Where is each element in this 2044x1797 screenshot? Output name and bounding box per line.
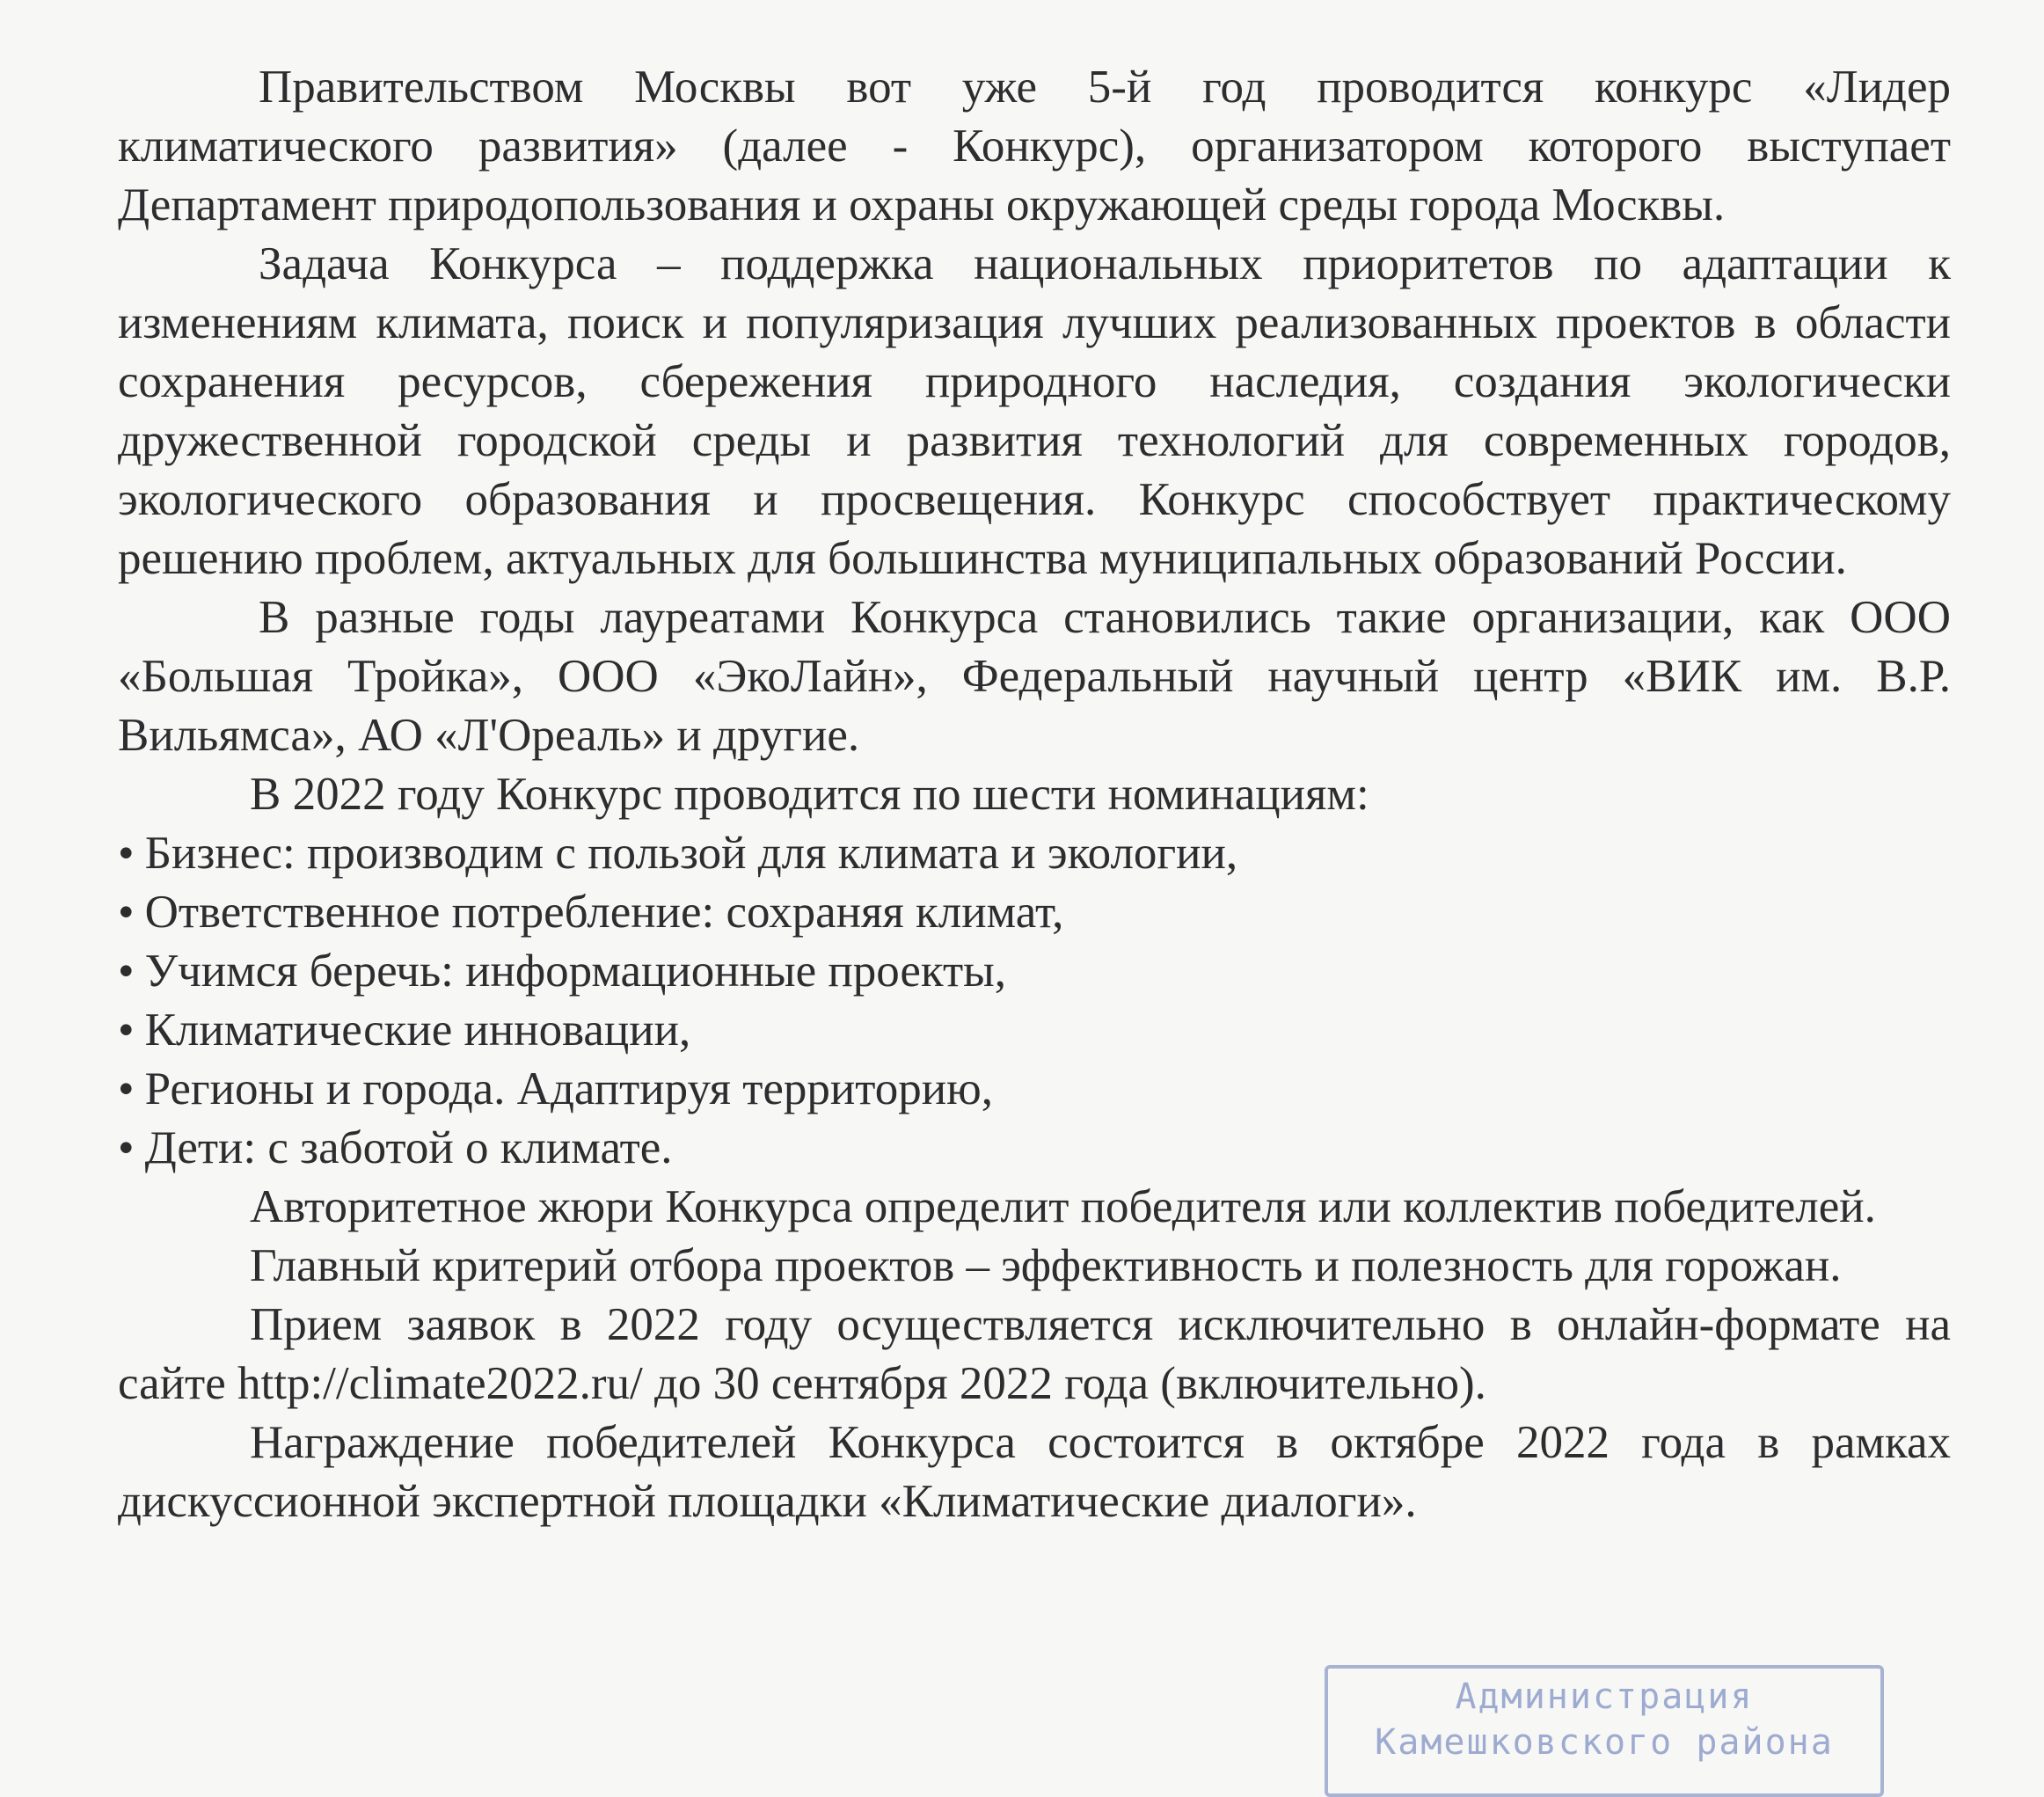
nomination-item: • Климатические инновации, — [118, 1001, 1951, 1060]
stamp-line-1: Администрация — [1455, 1676, 1754, 1717]
registration-stamp — [1325, 1665, 1884, 1797]
nomination-item: • Ответственное потребление: сохраняя климат, — [118, 883, 1951, 942]
nomination-item: • Бизнес: производим с пользой для климата и экологии, — [118, 824, 1951, 883]
paragraph-laureates: В разные годы лауреатами Конкурса становились такие организации, как ООО «Большая Тройка», ООО «ЭкоЛайн», Федеральный научный центр «ВИК им. В.Р. Вильямса», АО «Л'Ореаль» и другие. — [118, 592, 1951, 761]
nomination-item: • Регионы и города. Адаптируя территорию, — [118, 1060, 1951, 1119]
nominations-list — [118, 824, 1951, 1178]
paragraph-nominations-intro: В 2022 году Конкурс проводится по шести номинациям: — [250, 769, 1369, 820]
nomination-item: • Учимся беречь: информационные проекты, — [118, 942, 1951, 1001]
paragraph-jury: Авторитетное жюри Конкурса определит победителя или коллектив победителей. — [250, 1181, 1876, 1232]
paragraph-intro: Правительством Москвы вот уже 5-й год проводится конкурс «Лидер климатического развития» (далее - Конкурс), организатором которого выступает Департамент природопользования и охраны окружающей среды города Москвы. — [118, 62, 1951, 230]
paragraph-applications: Прием заявок в 2022 году осуществляется исключительно в онлайн-формате на сайте http://climate2022.ru/ до 30 сентября 2022 года (включительно). — [118, 1299, 1951, 1409]
stamp-line-2: Камешковского района — [1375, 1722, 1834, 1763]
paragraph-criterion: Главный критерий отбора проектов – эффективность и полезность для горожан. — [250, 1240, 1842, 1291]
nomination-item: • Дети: с заботой о климате. — [118, 1119, 1951, 1178]
letter-body — [118, 58, 1951, 1531]
paragraph-awards: Награждение победителей Конкурса состоится в октябре 2022 года в рамках дискуссионной экспертной площадки «Климатические диалоги». — [118, 1417, 1951, 1527]
paragraph-goal: Задача Конкурса – поддержка национальных приоритетов по адаптации к изменениям климата, поиск и популяризация лучших реализованных проектов в области сохранения ресурсов, сбережения природного наследия, создания экологически дружественной городской среды и развития технологий для современных городов, экологического образования и просвещения. Конкурс способствует практическому решению проблем, актуальных для большинства муниципальных образований России. — [118, 238, 1951, 584]
